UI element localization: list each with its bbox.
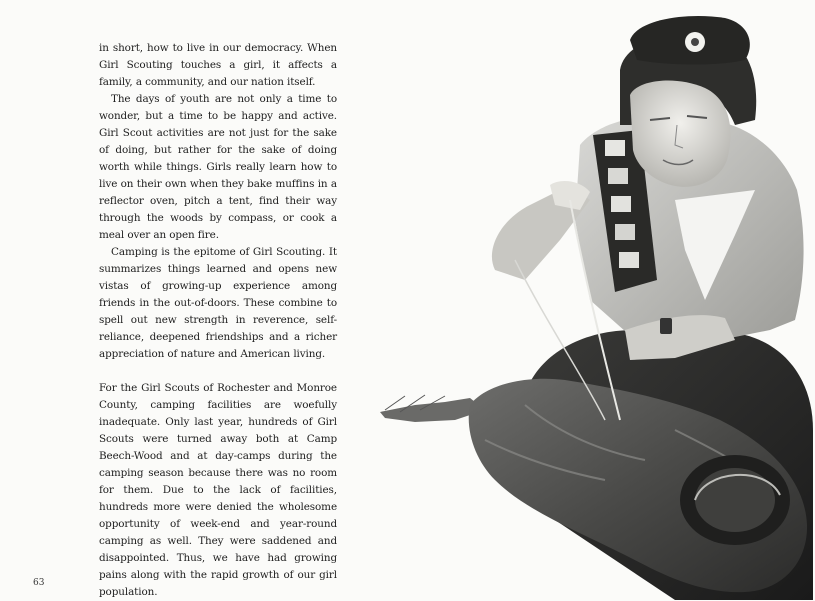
girl-scout-photo	[375, 0, 815, 600]
trefoil-pin	[685, 32, 705, 52]
wristwatch	[660, 318, 672, 334]
body-text-column	[99, 40, 337, 601]
paragraph-days-of-youth: The days of youth are not only a time to wonder, but a time to be happy and active. Girl Scout activities are not just for the sake of doing, but rather for the sake of doing worth while things. Girls really learn how to live on their own when they bake muffins in a reflector oven, pitch a tent, find their way through the woods by compass, or cook a meal over an open fire.	[99, 93, 337, 241]
paragraph-democracy: in short, how to live in our democracy. When Girl Scouting touches a girl, it affects a family, a community, and our nation itself.	[99, 42, 337, 88]
paragraph-rochester-facilities: For the Girl Scouts of Rochester and Monroe County, camping facilities are woefully inadequate. Only last year, hundreds of Girl Scouts were turned away both at Camp Beech-Wood and at day-camps during the camping season because there was no room for them. Due to the lack of facilities, hundreds more were denied the wholesome opportunity of week-end and year-round camping as well. They were saddened and disappointed. Thus, we have had growing pains along with the rapid growth of our girl population.	[99, 382, 337, 598]
paragraph-camping-epitome: Camping is the epitome of Girl Scouting. It summarizes things learned and opens new vistas of growing-up experience among friends in the out-of-doors. These combine to spell out new strength in reverence, self-reliance, deepened friendships and a richer appreciation of nature and American living.	[99, 246, 337, 360]
page-number: 63	[33, 578, 45, 588]
sash-patch	[605, 140, 625, 156]
